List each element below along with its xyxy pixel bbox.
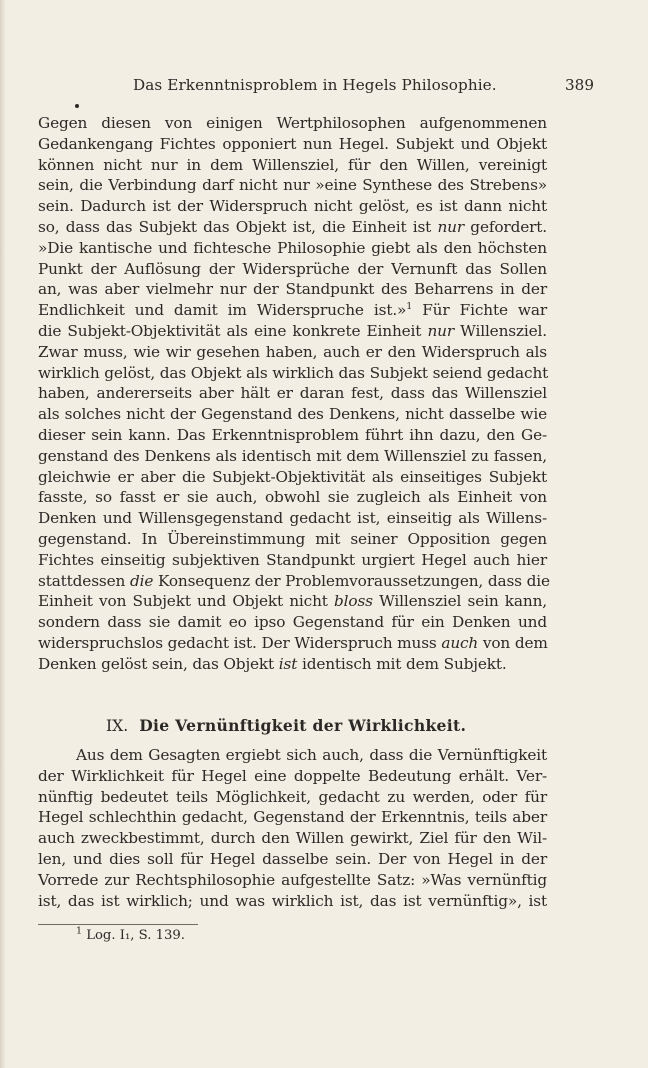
section-heading bbox=[38, 713, 547, 739]
text-run: identisch mit dem Subjekt. bbox=[297, 654, 507, 673]
text-line: Gegen diesen von einigen Wertphilosophen aufgenommenen bbox=[38, 114, 547, 132]
text-line bbox=[38, 633, 547, 654]
text-line bbox=[38, 300, 547, 321]
text-line: gegenstand. In Übereinstimmung mit seiner Opposition gegen bbox=[38, 529, 547, 548]
footnote-rule bbox=[38, 924, 198, 925]
text-line: nünftig bedeutet teils Möglichkeit, gedacht zu werden, oder für bbox=[38, 787, 547, 806]
section-ix bbox=[38, 713, 547, 911]
text-line bbox=[38, 654, 547, 675]
italic-word: nur bbox=[427, 321, 455, 340]
text-run: Konsequenz der Problemvoraussetzungen, dass die bbox=[153, 571, 550, 590]
scan-edge bbox=[0, 0, 6, 1068]
text-line: sein, die Verbindung darf nicht nur »eine Synthese des Strebens» bbox=[38, 176, 547, 195]
text-line: »Die kantische und fichtesche Philosophie giebt als den höchsten bbox=[38, 238, 547, 257]
text-line: haben, andererseits aber hält er daran fest, dass das Willensziel bbox=[38, 384, 547, 403]
section-number: IX. bbox=[106, 717, 129, 735]
ink-speck bbox=[75, 104, 79, 108]
text-line: dieser sein kann. Das Erkenntnisproblem führt ihn dazu, den Ge- bbox=[38, 425, 547, 444]
page-number: 389 bbox=[565, 76, 594, 94]
running-header bbox=[38, 76, 610, 98]
text-line: len, und dies soll für Hegel dasselbe sein. Der von Hegel in der bbox=[38, 849, 547, 868]
text-run: Denken gelöst sein, das Objekt bbox=[38, 654, 275, 673]
text-line: als solches nicht der Gegenstand des Denkens, nicht dasselbe wie bbox=[38, 405, 547, 424]
text-run: die Subjekt-Objektivität als eine konkrete Einheit bbox=[38, 321, 422, 340]
text-line: können nicht nur in dem Willensziel, für den Willen, vereinigt bbox=[38, 155, 547, 174]
italic-word: die bbox=[129, 571, 154, 590]
text-line: Zwar muss, wie wir gesehen haben, auch er den Widerspruch als bbox=[38, 342, 547, 361]
text-line bbox=[38, 321, 547, 342]
text-run: gefordert. bbox=[464, 217, 547, 236]
paragraph-2 bbox=[38, 745, 547, 911]
text-line: Vorrede zur Rechtsphilosophie aufgestellte Satz: »Was vernünftig bbox=[38, 870, 547, 889]
text-run: von dem bbox=[478, 633, 548, 652]
paragraph-1 bbox=[38, 113, 550, 675]
section-title: Die Vernünftigkeit der Wirklichkeit. bbox=[139, 716, 467, 735]
italic-word: nur bbox=[437, 217, 465, 236]
text-run: Willensziel sein kann, bbox=[372, 592, 547, 611]
text-line: der Wirklichkeit für Hegel eine doppelte Bedeutung erhält. Ver- bbox=[38, 766, 547, 785]
text-line: Punkt der Auflösung der Widersprüche der Vernunft das Sollen bbox=[38, 259, 547, 278]
text-run: widerspruchslos gedacht ist. Der Widerspruch muss bbox=[38, 633, 437, 652]
header-title: Das Erkenntnisproblem in Hegels Philosophie. bbox=[133, 76, 497, 94]
text-run: Für Fichte war bbox=[412, 301, 547, 320]
italic-word: auch bbox=[441, 633, 479, 652]
text-run: Willensziel. bbox=[454, 321, 547, 340]
text-line: Hegel schlechthin gedacht, Gegenstand der Erkenntnis, teils aber bbox=[38, 808, 547, 827]
text-line: Denken und Willensgegenstand gedacht ist, einseitig als Willens- bbox=[38, 509, 547, 528]
text-line: Aus dem Gesagten ergiebt sich auch, dass die Vernünftigkeit bbox=[76, 746, 547, 764]
footnote-body: Log. I₁, S. 139. bbox=[82, 928, 185, 943]
text-line: fasste, so fasst er sie auch, obwohl sie zugleich als Einheit von bbox=[38, 488, 547, 507]
footnote-marker: 1 bbox=[76, 925, 83, 937]
text-line bbox=[38, 217, 547, 238]
text-line bbox=[38, 591, 547, 612]
text-line: Fichtes einseitig subjektiven Standpunkt urgiert Hegel auch hier bbox=[38, 550, 547, 569]
italic-word: bloss bbox=[334, 592, 373, 611]
text-line: gleichwie er aber die Subjekt-Objektivität als einseitiges Subjekt bbox=[38, 467, 547, 486]
footnote-ref: 1 bbox=[406, 301, 413, 313]
text-line: auch zweckbestimmt, durch den Willen gewirkt, Ziel für den Wil- bbox=[38, 829, 547, 848]
text-line: Gedankengang Fichtes opponiert nun Hegel. Subjekt und Objekt bbox=[38, 134, 547, 153]
text-run: so, dass das Subjekt das Objekt ist, die Einheit ist bbox=[38, 217, 432, 236]
text-run: Einheit von Subjekt und Objekt nicht bbox=[38, 592, 328, 611]
footnote-text bbox=[76, 925, 185, 943]
text-run: Endlichkeit und damit im Widerspruche ist.» bbox=[38, 301, 407, 320]
text-line bbox=[38, 571, 550, 592]
text-run: stattdessen bbox=[38, 571, 126, 590]
text-line: wirklich gelöst, das Objekt als wirklich das Subjekt seiend gedacht bbox=[38, 363, 549, 382]
text-line: sein. Dadurch ist der Widerspruch nicht gelöst, es ist dann nicht bbox=[38, 197, 547, 216]
text-line: genstand des Denkens als identisch mit dem Willensziel zu fassen, bbox=[38, 446, 547, 465]
text-line: an, was aber vielmehr nur der Standpunkt des Beharrens in der bbox=[38, 280, 547, 299]
text-line: sondern dass sie damit eo ipso Gegenstand für ein Denken und bbox=[38, 613, 547, 632]
text-line: ist, das ist wirklich; und was wirklich ist, das ist vernünftig», ist bbox=[38, 891, 547, 910]
italic-word: ist bbox=[278, 654, 298, 673]
